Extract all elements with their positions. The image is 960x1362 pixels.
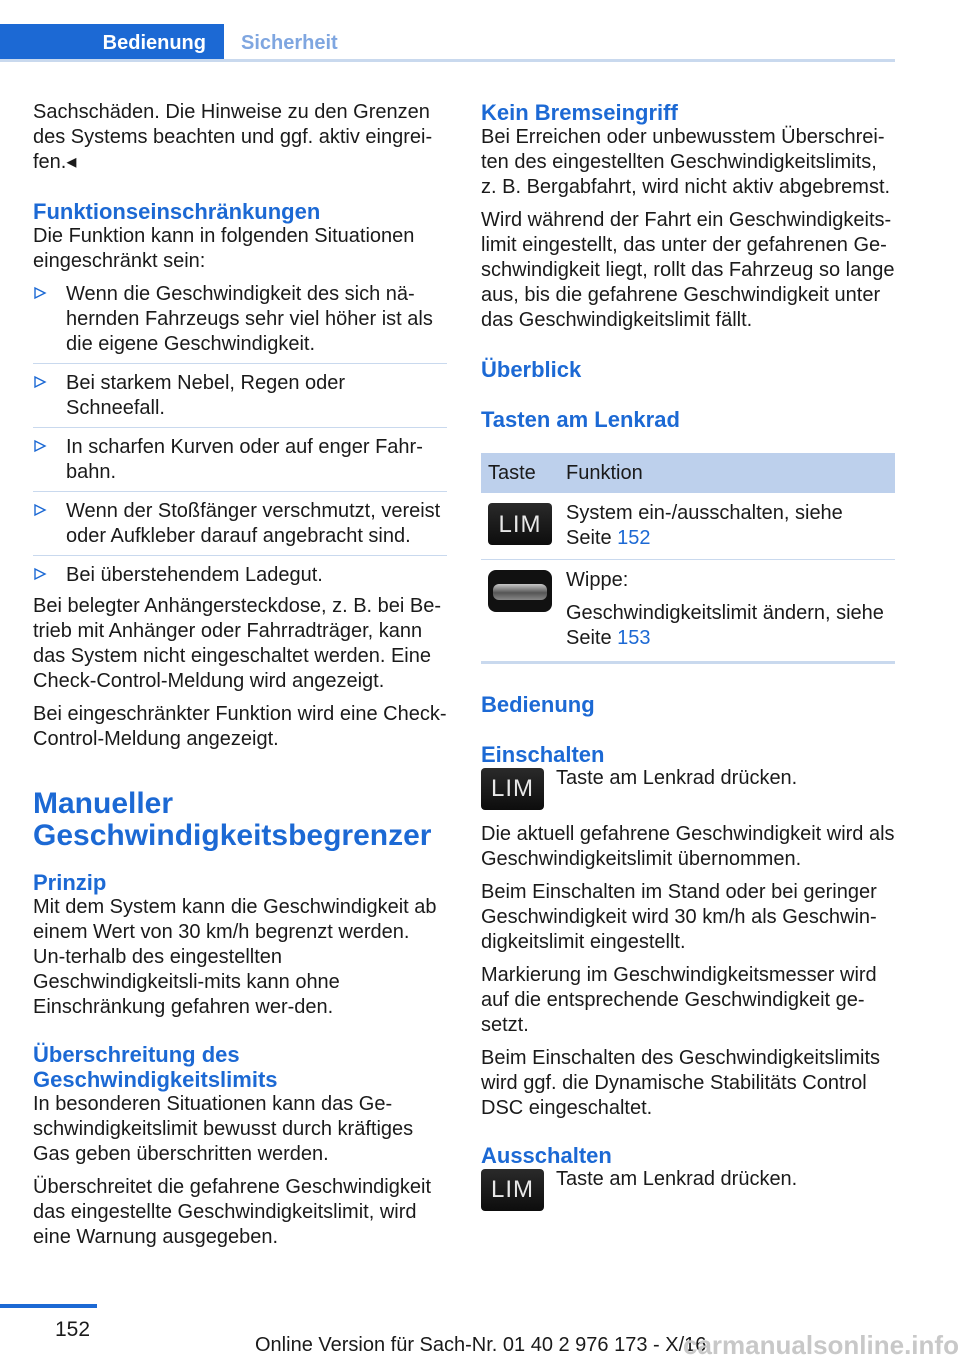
tasten-heading: Tasten am Lenkrad (481, 407, 680, 432)
list-item (33, 435, 447, 492)
list-item (33, 282, 447, 364)
table-row (481, 493, 895, 560)
triangle-bullet-icon (33, 567, 47, 581)
lim-label: LIM (490, 775, 534, 802)
ausschalten-text: Taste am Lenkrad drücken. (556, 1168, 798, 1190)
prinzip-heading: Prinzip (33, 870, 107, 895)
ueberschreitung-text-1: In besonderen Situationen kann das Ge-schwindigkeitslimit bewusst durch kräftiges Gas geben überschritten werden. (33, 1093, 414, 1165)
watermark: carmanualsonline.info (683, 1330, 959, 1360)
page-link-152[interactable]: 152 (617, 527, 651, 549)
intro-text: Sachschäden. Die Hinweise zu den Grenzen des Systems beachten und ggf. aktiv eingrei-fen.◂ (33, 101, 433, 173)
bedienung-heading: Bedienung (481, 692, 595, 717)
eingeschraenkt-text: Bei eingeschränkter Funktion wird eine Check-Control-Meldung angezeigt. (33, 703, 447, 750)
function-cell (559, 560, 895, 663)
table-header-row (481, 453, 895, 493)
ueberschreitung-heading: Überschreitung des Geschwindigkeitslimits (33, 1042, 278, 1092)
tab-sicherheit[interactable]: Sicherheit (241, 31, 338, 54)
ueberblick-heading: Überblick (481, 357, 582, 382)
bremse-heading: Kein Bremseingriff (481, 100, 678, 125)
function-cell (559, 493, 895, 560)
online-version-text: Online Version für Sach-Nr. 01 40 2 976 173 - X/16 (255, 1334, 707, 1356)
list-item (33, 499, 447, 556)
key-cell (481, 560, 559, 663)
einschalten-p1: Die aktuell gefahrene Geschwindigkeit wird als Geschwindigkeitslimit übernommen. (481, 823, 895, 870)
funktion-heading: Funktionseinschränkungen (33, 199, 321, 224)
row1-text: System ein-/ausschalten, siehe Seite (566, 502, 843, 549)
page-number: 152 (55, 1318, 91, 1341)
prinzip-text: Mit dem System kann die Geschwindigkeit ab einem Wert von 30 km/h begrenzt werden. Un-terhalb des eingestellten Geschwindigkeitsli-mits kann ohne Einschränkung gefahren wer-den. (33, 896, 437, 1018)
triangle-bullet-icon (33, 439, 47, 453)
einschalten-p2: Beim Einschalten im Stand oder bei geringer Geschwindigkeit wird 30 km/h als Geschwin-digkeitslimit eingestellt. (481, 881, 877, 953)
list-item (33, 371, 447, 428)
limitations-list (33, 282, 447, 594)
bremse-text-1: Bei Erreichen oder unbewusstem Überschrei-ten des eingestellten Geschwindigkeitslimits, z. B. Bergabfahrt, wird nicht aktiv abgebremst. (481, 126, 891, 198)
page-number-rule (0, 1304, 97, 1308)
col-funktion: Funktion (559, 453, 895, 493)
einschalten-key-row (481, 768, 895, 810)
lim-label: LIM (498, 510, 542, 538)
lim-label: LIM (490, 1176, 534, 1203)
list-item-text: Bei starkem Nebel, Regen oder Schneefall. (66, 372, 346, 419)
rocker-switch-icon (488, 570, 552, 612)
list-item (33, 563, 447, 594)
list-item-text: In scharfen Kurven oder auf enger Fahr-bahn. (66, 436, 423, 483)
ausschalten-heading: Ausschalten (481, 1143, 612, 1168)
table-row (481, 560, 895, 663)
lim-button-icon (488, 503, 552, 545)
key-cell (481, 493, 559, 560)
header-rule (0, 59, 895, 62)
triangle-bullet-icon (33, 503, 47, 517)
einschalten-text: Taste am Lenkrad drücken. (556, 767, 798, 789)
tab-bedienung[interactable]: Bedienung (0, 24, 224, 62)
einschalten-p3: Markierung im Geschwindigkeitsmesser wird auf die entsprechende Geschwindigkeit ge-setzt. (481, 964, 877, 1036)
list-item-text: Wenn die Geschwindigkeit des sich nä-hernden Fahrzeugs sehr viel höher ist als die eigene Geschwindigkeit. (66, 283, 433, 355)
anhaenger-text: Bei belegter Anhängersteckdose, z. B. bei Be-trieb mit Anhänger oder Fahrradträger, kann das System nicht eingeschaltet werden. Eine Check-Control-Meldung wird angezeigt. (33, 595, 442, 692)
main-heading: Manueller Geschwindigkeitsbegrenzer (33, 787, 432, 852)
einschalten-heading: Einschalten (481, 742, 605, 767)
lim-button-icon (481, 1169, 544, 1211)
right-column (481, 100, 895, 1211)
keys-table (481, 453, 895, 664)
funktion-text: Die Funktion kann in folgenden Situationen eingeschränkt sein: (33, 225, 415, 272)
list-item-text: Bei überstehendem Ladegut. (66, 564, 323, 586)
section-tabs (0, 24, 895, 62)
col-taste: Taste (481, 453, 559, 493)
ausschalten-key-row (481, 1169, 895, 1211)
ueberschreitung-text-2: Überschreitet die gefahrene Geschwindigkeit das eingestellte Geschwindigkeitslimit, wird eine Warnung ausgegeben. (33, 1176, 431, 1248)
row2-text: Geschwindigkeitslimit ändern, siehe Seite (566, 602, 884, 649)
row2-title: Wippe: (566, 569, 629, 591)
page-link-153[interactable]: 153 (617, 627, 651, 649)
triangle-bullet-icon (33, 286, 47, 300)
triangle-bullet-icon (33, 375, 47, 389)
einschalten-p4: Beim Einschalten des Geschwindigkeitslimits wird ggf. die Dynamische Stabilitäts Control DSC eingeschaltet. (481, 1047, 881, 1119)
bremse-text-2: Wird während der Fahrt ein Geschwindigkeits-limit eingestellt, das unter der gefahrenen Ge-schwindigkeit liegt, rollt das Fahrzeug so lange aus, bis die gefahrene Geschwindigkeit unter das Geschwindigkeitslimit fällt. (481, 209, 895, 331)
lim-button-icon (481, 768, 544, 810)
list-item-text: Wenn der Stoßfänger verschmutzt, vereist oder Aufkleber darauf angebracht sind. (66, 500, 441, 547)
left-column (33, 100, 447, 1258)
